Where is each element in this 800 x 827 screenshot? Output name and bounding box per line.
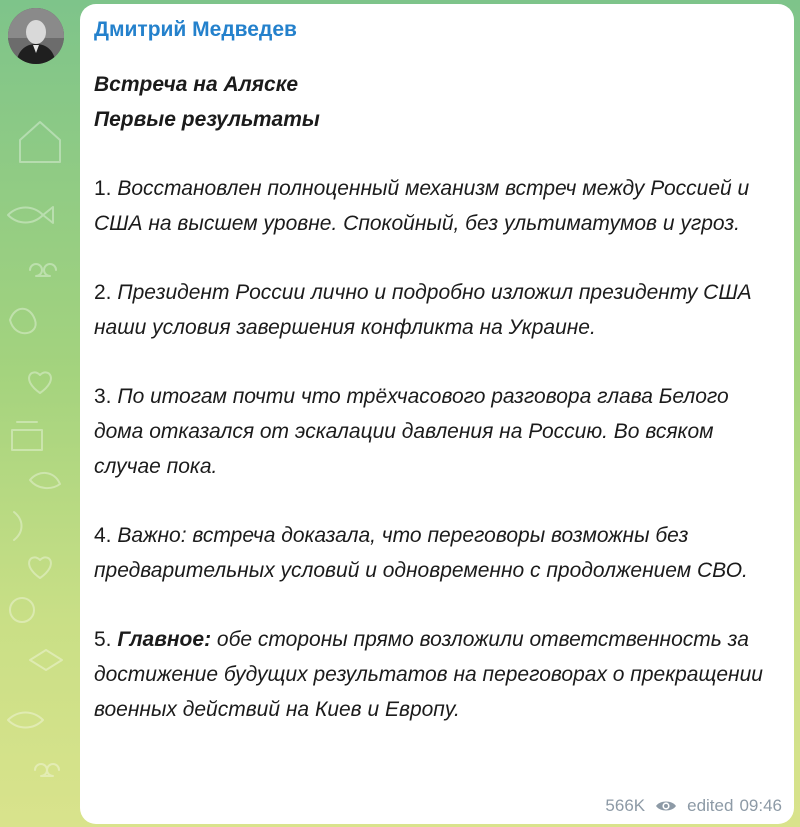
point-2 bbox=[94, 275, 780, 345]
message-bubble bbox=[80, 4, 794, 824]
point-5 bbox=[94, 622, 780, 727]
post-title-line-2: Первые результаты bbox=[94, 108, 320, 131]
chat-wallpaper-pattern bbox=[0, 0, 80, 827]
view-count: 566K bbox=[605, 796, 646, 815]
edited-label: edited bbox=[687, 796, 734, 815]
point-1 bbox=[94, 171, 780, 241]
point-4 bbox=[94, 518, 780, 588]
point-text: Президент России лично и подробно изложил президенту США наши условия завершения конфликта на Украине. bbox=[94, 281, 752, 339]
point-emphasis: Главное: bbox=[117, 628, 212, 651]
eye-icon bbox=[655, 799, 677, 813]
author-avatar[interactable] bbox=[8, 8, 64, 64]
message-meta bbox=[605, 796, 782, 816]
point-text: обе стороны прямо возложили ответственность за достижение будущих результатов на переговорах о прекращении военных действий на Киев и Европу. bbox=[94, 628, 763, 721]
point-number: 2. bbox=[94, 281, 118, 304]
message-text bbox=[94, 67, 780, 727]
point-text: По итогам почти что трёхчасового разговора глава Белого дома отказался от эскалации давления на Россию. Во всяком случае пока. bbox=[94, 385, 729, 478]
avatar-photo-icon bbox=[8, 8, 64, 64]
point-number: 5. bbox=[94, 628, 118, 651]
message-time: 09:46 bbox=[739, 796, 782, 815]
point-number: 4. bbox=[94, 524, 118, 547]
point-number: 1. bbox=[94, 177, 118, 200]
point-number: 3. bbox=[94, 385, 118, 408]
point-text: Восстановлен полноценный механизм встреч между Россией и США на высшем уровне. Спокойный, без ультиматумов и угроз. bbox=[94, 177, 750, 235]
point-3 bbox=[94, 379, 780, 484]
post-title-line-1: Встреча на Аляске bbox=[94, 73, 299, 96]
point-text: Важно: встреча доказала, что переговоры возможны без предварительных условий и одновременно с продолжением СВО. bbox=[94, 524, 748, 582]
author-name[interactable]: Дмитрий Медведев bbox=[94, 18, 297, 41]
